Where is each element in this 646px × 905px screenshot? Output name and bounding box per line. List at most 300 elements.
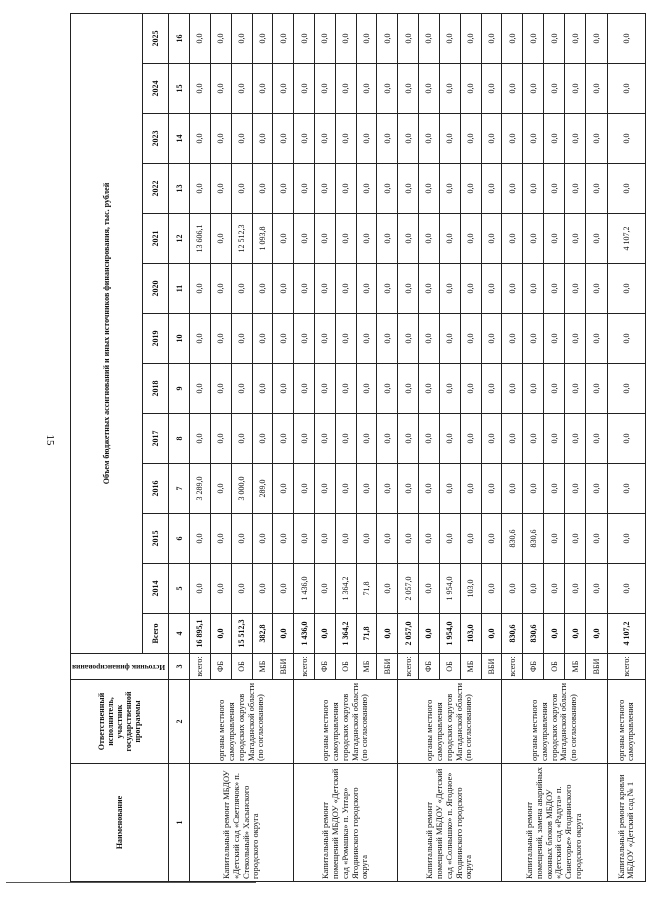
total-value: 830,6 xyxy=(523,614,544,654)
year-value: 0,0 xyxy=(607,414,646,464)
header-year: 2019 xyxy=(142,314,168,364)
year-value: 0,0 xyxy=(315,414,336,464)
funding-source: МБ xyxy=(252,654,273,680)
year-value: 0,0 xyxy=(586,414,607,464)
header-source xyxy=(71,654,169,680)
year-value: 4 107,2 xyxy=(607,214,646,264)
year-value: 830,6 xyxy=(523,514,544,564)
year-value: 0,0 xyxy=(231,314,252,364)
year-value: 0,0 xyxy=(377,364,398,414)
year-value: 0,0 xyxy=(335,164,356,214)
year-value: 0,0 xyxy=(356,13,377,63)
year-value: 2 057,0 xyxy=(398,564,419,614)
year-value: 0,0 xyxy=(565,364,586,414)
year-value: 0,0 xyxy=(377,13,398,63)
year-value: 0,0 xyxy=(586,264,607,314)
funding-source: всего: xyxy=(502,654,523,680)
year-value: 0,0 xyxy=(523,314,544,364)
year-value: 0,0 xyxy=(419,214,440,264)
year-value: 0,0 xyxy=(398,114,419,164)
project-name: Капитальный ремонт МБДОУ «Детский сад «Светлячок» п. Стекольный» Хасынского городского округа xyxy=(190,764,294,882)
year-value: 0,0 xyxy=(586,114,607,164)
year-value: 0,0 xyxy=(502,264,523,314)
year-value: 0,0 xyxy=(565,164,586,214)
year-value: 0,0 xyxy=(565,13,586,63)
year-value: 0,0 xyxy=(439,13,460,63)
year-value: 0,0 xyxy=(460,114,481,164)
year-value: 0,0 xyxy=(252,564,273,614)
year-value: 0,0 xyxy=(273,314,294,364)
total-value: 4 107,2 xyxy=(607,614,646,654)
year-value: 0,0 xyxy=(335,13,356,63)
year-value: 0,0 xyxy=(523,264,544,314)
year-value: 0,0 xyxy=(335,464,356,514)
rotated-table-container xyxy=(70,14,636,882)
year-value: 0,0 xyxy=(607,514,646,564)
year-value: 0,0 xyxy=(231,264,252,314)
year-value: 0,0 xyxy=(273,114,294,164)
year-value: 0,0 xyxy=(273,264,294,314)
year-value: 0,0 xyxy=(190,314,211,364)
year-value: 0,0 xyxy=(481,314,502,364)
total-value: 16 895,1 xyxy=(190,614,211,654)
total-value: 2 057,0 xyxy=(398,614,419,654)
year-value: 1 093,8 xyxy=(252,214,273,264)
year-value: 0,0 xyxy=(565,264,586,314)
project-responsible: органы местного самоуправления городских округов Магаданской области (по согласованию) xyxy=(294,680,398,764)
year-value: 0,0 xyxy=(419,364,440,414)
year-value: 0,0 xyxy=(398,214,419,264)
year-value: 0,0 xyxy=(460,414,481,464)
year-value: 0,0 xyxy=(586,364,607,414)
year-value: 0,0 xyxy=(439,264,460,314)
year-value: 0,0 xyxy=(190,514,211,564)
year-value: 0,0 xyxy=(398,464,419,514)
year-value: 0,0 xyxy=(294,314,315,364)
year-value: 0,0 xyxy=(335,214,356,264)
year-value: 0,0 xyxy=(377,514,398,564)
year-value: 0,0 xyxy=(586,514,607,564)
header-source-text: Источник финансирования xyxy=(72,662,166,672)
column-index-cell: 7 xyxy=(169,464,190,514)
year-value: 0,0 xyxy=(190,564,211,614)
year-value: 0,0 xyxy=(544,114,565,164)
year-value: 0,0 xyxy=(356,164,377,214)
footer-divider xyxy=(6,882,256,883)
year-value: 0,0 xyxy=(335,514,356,564)
year-value: 0,0 xyxy=(565,514,586,564)
year-value: 0,0 xyxy=(231,13,252,63)
year-value: 3 289,0 xyxy=(190,464,211,514)
year-value: 289,0 xyxy=(252,464,273,514)
column-index-cell: 2 xyxy=(169,680,190,764)
year-value: 0,0 xyxy=(315,264,336,314)
year-value: 0,0 xyxy=(607,564,646,614)
year-value: 103,0 xyxy=(460,564,481,614)
year-value: 0,0 xyxy=(294,514,315,564)
year-value: 0,0 xyxy=(398,164,419,214)
year-value: 0,0 xyxy=(502,414,523,464)
total-value: 382,8 xyxy=(252,614,273,654)
year-value: 0,0 xyxy=(502,13,523,63)
year-value: 0,0 xyxy=(502,464,523,514)
year-value: 0,0 xyxy=(294,64,315,114)
header-year: 2020 xyxy=(142,264,168,314)
column-index-cell: 13 xyxy=(169,164,190,214)
funding-source: ФБ xyxy=(419,654,440,680)
project-name: Капитальный ремонт помещений МБДОУ «Детский сад «Ромашка» п. Уптар» Ягоднинского городского округа xyxy=(294,764,398,882)
total-value: 0,0 xyxy=(273,614,294,654)
total-value: 0,0 xyxy=(210,614,231,654)
total-value: 71,8 xyxy=(356,614,377,654)
column-index-cell: 14 xyxy=(169,114,190,164)
year-value: 0,0 xyxy=(273,214,294,264)
funding-table xyxy=(70,13,646,882)
year-value: 0,0 xyxy=(544,364,565,414)
year-value: 0,0 xyxy=(335,264,356,314)
year-value: 0,0 xyxy=(460,64,481,114)
year-value: 0,0 xyxy=(523,464,544,514)
total-value: 1 364,2 xyxy=(335,614,356,654)
year-value: 0,0 xyxy=(273,514,294,564)
year-value: 0,0 xyxy=(502,364,523,414)
year-value: 0,0 xyxy=(210,214,231,264)
year-value: 0,0 xyxy=(607,314,646,364)
year-value: 0,0 xyxy=(231,114,252,164)
year-value: 1 364,2 xyxy=(335,564,356,614)
year-value: 0,0 xyxy=(252,414,273,464)
year-value: 0,0 xyxy=(294,13,315,63)
year-value: 0,0 xyxy=(210,264,231,314)
year-value: 0,0 xyxy=(273,64,294,114)
year-value: 0,0 xyxy=(481,464,502,514)
year-value: 0,0 xyxy=(210,514,231,564)
year-value: 0,0 xyxy=(356,214,377,264)
header-name: Наименование xyxy=(71,764,169,882)
year-value: 0,0 xyxy=(419,464,440,514)
year-value: 0,0 xyxy=(419,314,440,364)
year-value: 0,0 xyxy=(439,464,460,514)
year-value: 0,0 xyxy=(210,114,231,164)
total-value: 1 436,0 xyxy=(294,614,315,654)
year-value: 0,0 xyxy=(544,414,565,464)
funding-source: МБ xyxy=(356,654,377,680)
year-value: 0,0 xyxy=(377,214,398,264)
column-index-cell: 3 xyxy=(169,654,190,680)
year-value: 0,0 xyxy=(419,164,440,214)
funding-source: ВБИ xyxy=(586,654,607,680)
year-value: 0,0 xyxy=(523,414,544,464)
funding-source: ОБ xyxy=(231,654,252,680)
total-value: 0,0 xyxy=(315,614,336,654)
header-year: 2017 xyxy=(142,414,168,464)
column-index-cell: 10 xyxy=(169,314,190,364)
year-value: 0,0 xyxy=(294,214,315,264)
header-year: 2016 xyxy=(142,464,168,514)
year-value: 0,0 xyxy=(502,164,523,214)
header-year: 2022 xyxy=(142,164,168,214)
year-value: 0,0 xyxy=(294,464,315,514)
year-value: 0,0 xyxy=(607,13,646,63)
year-value: 0,0 xyxy=(586,64,607,114)
year-value: 0,0 xyxy=(460,364,481,414)
year-value: 0,0 xyxy=(523,64,544,114)
table-row xyxy=(294,13,315,881)
funding-source: ОБ xyxy=(544,654,565,680)
total-value: 103,0 xyxy=(460,614,481,654)
column-index-cell: 6 xyxy=(169,514,190,564)
year-value: 0,0 xyxy=(523,564,544,614)
table-body xyxy=(169,13,646,881)
year-value: 0,0 xyxy=(315,564,336,614)
year-value: 0,0 xyxy=(335,314,356,364)
document-page xyxy=(70,14,636,882)
year-value: 0,0 xyxy=(190,414,211,464)
year-value: 0,0 xyxy=(502,314,523,364)
year-value: 0,0 xyxy=(419,114,440,164)
year-value: 0,0 xyxy=(607,64,646,114)
year-value: 0,0 xyxy=(377,414,398,464)
year-value: 0,0 xyxy=(335,364,356,414)
year-value: 0,0 xyxy=(335,414,356,464)
year-value: 0,0 xyxy=(294,264,315,314)
table-row xyxy=(607,13,646,881)
year-value: 0,0 xyxy=(210,64,231,114)
year-value: 0,0 xyxy=(586,564,607,614)
year-value: 0,0 xyxy=(544,564,565,614)
year-value: 0,0 xyxy=(294,414,315,464)
project-name: Капитальный ремонт помещений, замена аварийных оконных блоков МБДОУ «Детский сад «Радуга» п. Синегорье» Ягоднинского городского округа xyxy=(502,764,607,882)
column-index-cell: 11 xyxy=(169,264,190,314)
total-value: 15 512,3 xyxy=(231,614,252,654)
year-value: 0,0 xyxy=(398,13,419,63)
year-value: 0,0 xyxy=(523,13,544,63)
funding-source: всего: xyxy=(398,654,419,680)
project-responsible: органы местного самоуправления xyxy=(607,680,646,764)
year-value: 0,0 xyxy=(439,214,460,264)
column-index-cell: 8 xyxy=(169,414,190,464)
year-value: 0,0 xyxy=(544,164,565,214)
year-value: 0,0 xyxy=(481,364,502,414)
year-value: 0,0 xyxy=(607,464,646,514)
year-value: 0,0 xyxy=(315,314,336,364)
year-value: 0,0 xyxy=(607,264,646,314)
project-responsible: органы местного самоуправления городских округов Магаданской области (по согласованию) xyxy=(398,680,502,764)
year-value: 0,0 xyxy=(190,264,211,314)
header-year: 2025 xyxy=(142,13,168,63)
year-value: 3 000,0 xyxy=(231,464,252,514)
year-value: 0,0 xyxy=(419,64,440,114)
year-value: 0,0 xyxy=(252,164,273,214)
year-value: 0,0 xyxy=(607,114,646,164)
year-value: 0,0 xyxy=(607,164,646,214)
year-value: 0,0 xyxy=(273,364,294,414)
year-value: 0,0 xyxy=(460,464,481,514)
year-value: 12 512,3 xyxy=(231,214,252,264)
year-value: 0,0 xyxy=(315,64,336,114)
year-value: 0,0 xyxy=(398,514,419,564)
column-index-cell: 15 xyxy=(169,64,190,114)
year-value: 0,0 xyxy=(439,514,460,564)
funding-source: ФБ xyxy=(315,654,336,680)
year-value: 0,0 xyxy=(565,114,586,164)
total-value: 0,0 xyxy=(586,614,607,654)
table-row xyxy=(398,13,419,881)
funding-source: ОБ xyxy=(439,654,460,680)
year-value: 0,0 xyxy=(252,114,273,164)
year-value: 0,0 xyxy=(586,214,607,264)
funding-source: ВБИ xyxy=(377,654,398,680)
year-value: 0,0 xyxy=(481,264,502,314)
year-value: 0,0 xyxy=(252,264,273,314)
funding-source: всего: xyxy=(294,654,315,680)
year-value: 0,0 xyxy=(190,64,211,114)
year-value: 0,0 xyxy=(273,414,294,464)
year-value: 0,0 xyxy=(356,514,377,564)
year-value: 0,0 xyxy=(398,264,419,314)
year-value: 0,0 xyxy=(419,264,440,314)
year-value: 0,0 xyxy=(356,364,377,414)
total-value: 0,0 xyxy=(544,614,565,654)
year-value: 71,8 xyxy=(356,564,377,614)
year-value: 0,0 xyxy=(439,164,460,214)
year-value: 0,0 xyxy=(294,114,315,164)
year-value: 0,0 xyxy=(377,264,398,314)
year-value: 0,0 xyxy=(544,464,565,514)
year-value: 830,6 xyxy=(502,514,523,564)
year-value: 0,0 xyxy=(210,13,231,63)
year-value: 0,0 xyxy=(419,414,440,464)
year-value: 0,0 xyxy=(544,514,565,564)
year-value: 0,0 xyxy=(377,64,398,114)
year-value: 0,0 xyxy=(356,464,377,514)
year-value: 0,0 xyxy=(273,13,294,63)
year-value: 0,0 xyxy=(398,314,419,364)
table-row xyxy=(502,13,523,881)
year-value: 0,0 xyxy=(502,114,523,164)
year-value: 0,0 xyxy=(565,414,586,464)
year-value: 0,0 xyxy=(439,414,460,464)
year-value: 0,0 xyxy=(252,364,273,414)
year-value: 0,0 xyxy=(377,314,398,364)
year-value: 0,0 xyxy=(315,364,336,414)
year-value: 0,0 xyxy=(315,164,336,214)
year-value: 0,0 xyxy=(439,64,460,114)
header-year: 2024 xyxy=(142,64,168,114)
year-value: 0,0 xyxy=(460,13,481,63)
year-value: 0,0 xyxy=(565,564,586,614)
year-value: 0,0 xyxy=(544,214,565,264)
year-value: 0,0 xyxy=(502,564,523,614)
year-value: 0,0 xyxy=(356,264,377,314)
year-value: 0,0 xyxy=(481,564,502,614)
funding-source: ОБ xyxy=(335,654,356,680)
table-row xyxy=(190,13,211,881)
header-year: 2023 xyxy=(142,114,168,164)
year-value: 0,0 xyxy=(252,13,273,63)
header-year: 2018 xyxy=(142,364,168,414)
year-value: 0,0 xyxy=(377,114,398,164)
total-value: 0,0 xyxy=(481,614,502,654)
year-value: 0,0 xyxy=(231,164,252,214)
year-value: 0,0 xyxy=(356,114,377,164)
column-index-row xyxy=(169,13,190,881)
year-value: 0,0 xyxy=(315,13,336,63)
year-value: 0,0 xyxy=(586,464,607,514)
year-value: 0,0 xyxy=(565,464,586,514)
year-value: 0,0 xyxy=(502,64,523,114)
year-value: 0,0 xyxy=(335,64,356,114)
total-value: 830,6 xyxy=(502,614,523,654)
year-value: 0,0 xyxy=(439,364,460,414)
year-value: 0,0 xyxy=(586,164,607,214)
year-value: 0,0 xyxy=(419,13,440,63)
column-index-cell: 12 xyxy=(169,214,190,264)
year-value: 0,0 xyxy=(586,13,607,63)
year-value: 0,0 xyxy=(565,314,586,364)
year-value: 0,0 xyxy=(460,214,481,264)
column-index-cell: 9 xyxy=(169,364,190,414)
year-value: 0,0 xyxy=(252,314,273,364)
year-value: 1 436,0 xyxy=(294,564,315,614)
header-responsible: Ответственный исполнитель, участник государственной программы xyxy=(71,680,169,764)
year-value: 0,0 xyxy=(273,464,294,514)
funding-source: всего: xyxy=(607,654,646,680)
year-value: 0,0 xyxy=(481,64,502,114)
year-value: 0,0 xyxy=(210,464,231,514)
year-value: 0,0 xyxy=(565,214,586,264)
year-value: 0,0 xyxy=(356,414,377,464)
year-value: 0,0 xyxy=(252,64,273,114)
year-value: 0,0 xyxy=(273,164,294,214)
year-value: 0,0 xyxy=(481,13,502,63)
year-value: 0,0 xyxy=(544,314,565,364)
funding-source: ВБИ xyxy=(273,654,294,680)
year-value: 0,0 xyxy=(523,114,544,164)
year-value: 0,0 xyxy=(190,364,211,414)
project-responsible: органы местного самоуправления городских округов Магаданской области (по согласованию) xyxy=(502,680,607,764)
year-value: 0,0 xyxy=(398,414,419,464)
year-value: 0,0 xyxy=(565,64,586,114)
year-value: 0,0 xyxy=(523,214,544,264)
column-index-cell: 1 xyxy=(169,764,190,882)
year-value: 0,0 xyxy=(315,514,336,564)
year-value: 0,0 xyxy=(210,364,231,414)
year-value: 0,0 xyxy=(335,114,356,164)
total-value: 0,0 xyxy=(377,614,398,654)
year-value: 0,0 xyxy=(481,164,502,214)
year-value: 0,0 xyxy=(231,64,252,114)
year-value: 0,0 xyxy=(460,264,481,314)
year-value: 0,0 xyxy=(460,314,481,364)
year-value: 0,0 xyxy=(315,114,336,164)
total-value: 0,0 xyxy=(419,614,440,654)
project-responsible: органы местного самоуправления городских округов Магаданской области (по согласованию) xyxy=(190,680,294,764)
funding-source: ФБ xyxy=(210,654,231,680)
year-value: 0,0 xyxy=(607,364,646,414)
year-value: 0,0 xyxy=(294,164,315,214)
year-value: 0,0 xyxy=(481,114,502,164)
year-value: 0,0 xyxy=(523,364,544,414)
year-value: 1 954,0 xyxy=(439,564,460,614)
year-value: 0,0 xyxy=(210,314,231,364)
year-value: 0,0 xyxy=(481,214,502,264)
page-number: 15 xyxy=(44,434,56,446)
year-value: 0,0 xyxy=(544,13,565,63)
year-value: 0,0 xyxy=(481,514,502,564)
year-value: 0,0 xyxy=(294,364,315,414)
year-value: 0,0 xyxy=(460,514,481,564)
